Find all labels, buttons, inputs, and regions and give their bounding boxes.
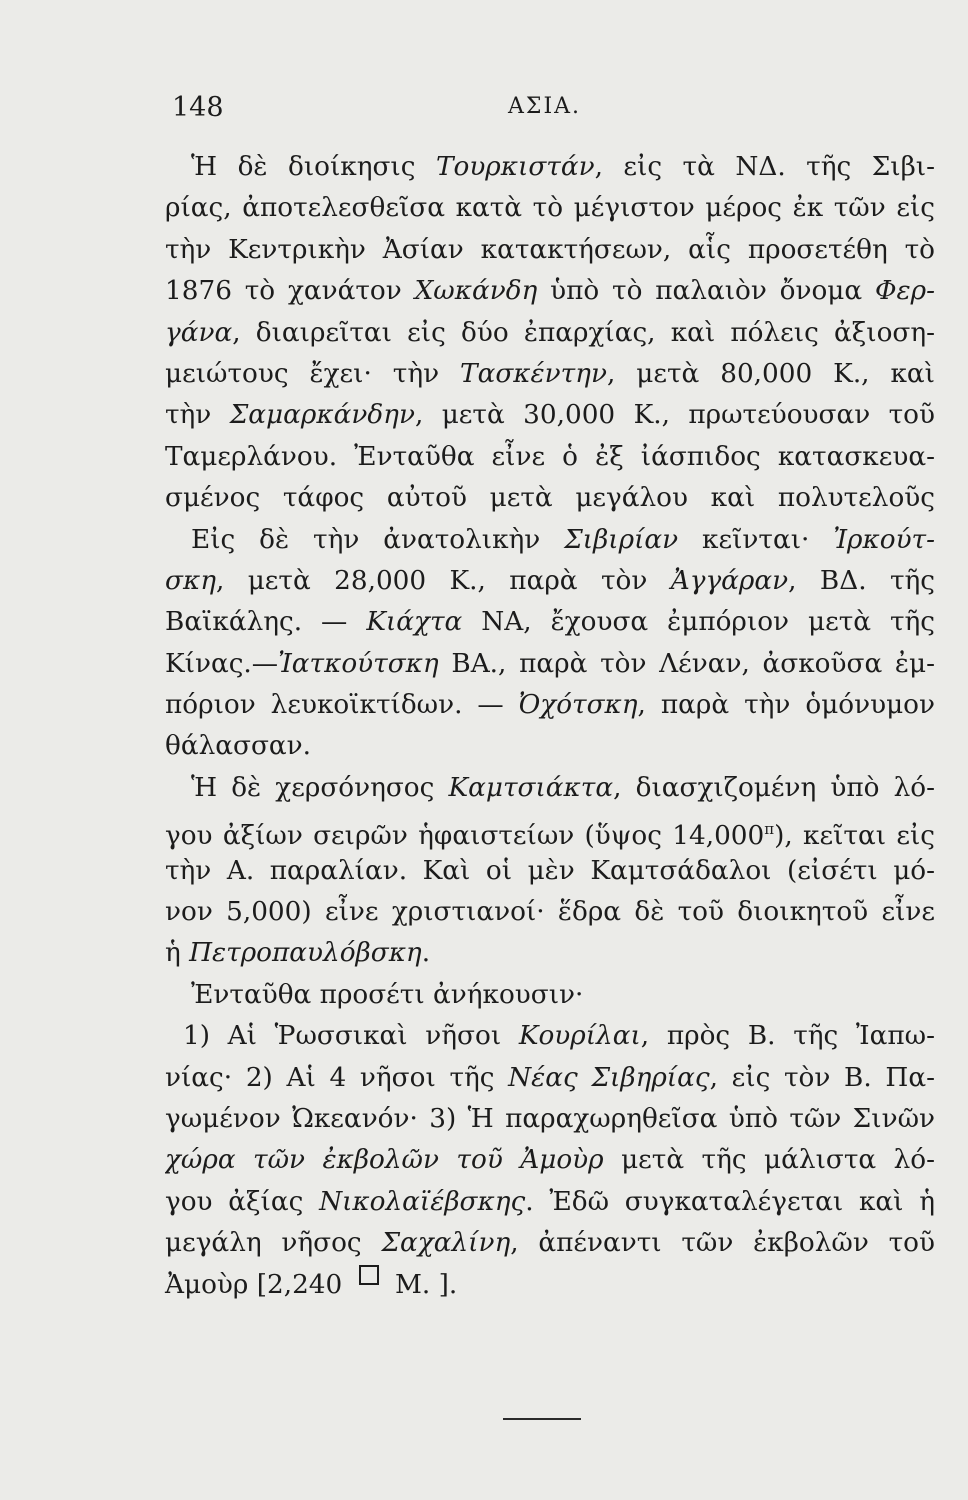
text-run: , διαιρεῖται εἰς δύο ἐπαρχίας, καὶ πόλεις ἀξιοση- — [232, 317, 935, 348]
italic-name: Φερ- — [874, 276, 935, 307]
text-run: ΝΑ, ἔχουσα ἐμπόριον μετὰ τῆς — [462, 607, 935, 638]
italic-name: Πετροπαυλόβσκη — [189, 938, 422, 969]
text-line — [165, 1016, 935, 1057]
text-run: Ἐνταῦθα προσέτι ἀνήκουσιν· — [191, 979, 584, 1010]
text-run: ὑπὸ τὸ παλαιὸν ὄνομα — [537, 276, 875, 307]
text-run: Ἀμοὺρ [2,240 — [165, 1269, 351, 1300]
text-run: Βαϊκάλης. — — [165, 607, 367, 638]
italic-name: Νέας Σιβηρίας — [508, 1062, 710, 1093]
italic-name: Κουρίλαι — [518, 1021, 641, 1052]
text-line — [165, 561, 935, 602]
text-run: μεγάλη νῆσος — [165, 1228, 382, 1259]
text-line — [165, 1265, 935, 1306]
text-line — [165, 520, 935, 561]
text-run: κεῖνται· — [678, 524, 834, 555]
italic-name: Ἰατκούτσκη — [278, 648, 439, 679]
text-run: ἡ — [165, 938, 190, 969]
text-line — [165, 1223, 935, 1264]
text-run: μετὰ τῆς μάλιστα λό- — [603, 1145, 935, 1176]
text-run: ρίας, ἀποτελεσθεῖσα κατὰ τὸ μέγιστον μέρος ἐκ τῶν εἰς — [165, 193, 935, 224]
text-line — [165, 1140, 935, 1181]
text-run: Ἡ δὲ χερσόνησος — [191, 772, 449, 803]
text-run: , εἰς τὸν Β. Πα- — [709, 1062, 935, 1093]
text-run: , ΒΔ. τῆς — [788, 565, 935, 596]
text-line — [165, 892, 935, 933]
text-run: τὴν Α. παραλίαν. Καὶ οἱ μὲν Καμτσάδαλοι (εἰσέτι μό- — [165, 855, 935, 886]
end-rule — [503, 1418, 581, 1420]
italic-name: Ὀχότσκη — [518, 690, 638, 721]
text-line — [165, 437, 935, 478]
italic-name: Νικολαϊέβσκης — [319, 1186, 526, 1217]
text-run: γου ἀξίας — [165, 1186, 320, 1217]
italic-name: Ἰρκούτ- — [833, 524, 935, 555]
text-line — [165, 354, 935, 395]
text-line — [165, 1182, 935, 1223]
text-line — [165, 1058, 935, 1099]
text-line — [165, 768, 935, 809]
text-run: , ἀπέναντι τῶν ἐκβολῶν τοῦ — [510, 1228, 935, 1259]
text-run: ), κεῖται εἰς — [774, 821, 935, 851]
text-run: Μ. ]. — [386, 1269, 458, 1300]
italic-name: Ἀγγάραν — [670, 565, 789, 596]
italic-name: χώρα τῶν ἐκβολῶν τοῦ Ἀμοὺρ — [165, 1145, 604, 1176]
text-line — [165, 644, 935, 685]
text-run: 1876 τὸ χανάτον — [165, 276, 415, 307]
page-number: 148 — [172, 92, 224, 123]
text-run: τὴν Κεντρικὴν Ἀσίαν κατακτήσεων, αἷς προσετέθη τὸ — [165, 234, 935, 265]
text-line — [165, 188, 935, 229]
text-line — [165, 975, 935, 1016]
text-run: , διασχιζομένη ὑπὸ λό- — [613, 772, 935, 803]
italic-name: Τουρκιστάν — [435, 152, 595, 182]
italic-name: Σιβιρίαν — [564, 524, 679, 555]
text-line — [165, 271, 935, 312]
text-run: 1) Αἱ Ῥωσσικαὶ νῆσοι — [183, 1021, 519, 1052]
text-line — [165, 478, 935, 519]
italic-name: Κιάχτα — [366, 607, 463, 638]
text-run: . — [421, 938, 431, 969]
text-run: μειώτους ἔχει· τὴν — [165, 358, 461, 389]
text-line — [165, 313, 935, 354]
text-run: Ἡ δὲ διοίκησις — [191, 152, 436, 182]
italic-name: Καμτσιάκτα — [448, 772, 614, 803]
text-run: , εἰς τὰ ΝΔ. τῆς Σιβι- — [594, 152, 935, 182]
text-run: Κίνας.— — [165, 648, 279, 679]
text-run: νον 5,000) εἶνε χριστιανοί· ἕδρα δὲ τοῦ διοικητοῦ εἶνε — [165, 897, 935, 928]
italic-name: γάνα — [165, 317, 233, 348]
superscript: π — [764, 820, 775, 839]
text-line — [165, 685, 935, 726]
square-symbol-icon — [359, 1265, 379, 1285]
italic-name: σκη — [165, 565, 216, 596]
text-line — [165, 147, 935, 188]
body-text — [165, 147, 935, 1306]
text-run: νίας· 2) Αἱ 4 νῆσοι τῆς — [165, 1062, 509, 1093]
italic-name: Σαμαρκάνδην — [229, 400, 415, 431]
text-line — [165, 395, 935, 436]
text-line — [165, 1099, 935, 1140]
text-line — [165, 851, 935, 892]
text-run: πόριον λευκοϊκτίδων. — — [165, 690, 519, 721]
text-run: , μετὰ 28,000 Κ., παρὰ τὸν — [215, 565, 671, 596]
italic-name: Χωκάνδη — [414, 276, 538, 307]
text-line — [165, 230, 935, 271]
text-run: τὴν — [165, 400, 230, 431]
text-run: , μετὰ 30,000 Κ., πρωτεύουσαν τοῦ — [414, 400, 935, 431]
text-run: γου ἀξίων σειρῶν ἡφαιστείων (ὕψος $14,000^\pi$ — [165, 820, 775, 851]
running-head: ΑΣΙΑ. — [508, 94, 582, 119]
text-run: Ταμερλάνου. Ἐνταῦθα εἶνε ὁ ἐξ ἰάσπιδος κατασκευα- — [165, 441, 935, 472]
italic-name: Σαχαλίνη — [381, 1228, 511, 1259]
text-run: ΒΑ., παρὰ τὸν Λέναν, ἀσκοῦσα ἐμ- — [438, 648, 935, 679]
text-line — [165, 726, 935, 767]
text-line — [165, 602, 935, 643]
italic-name: Τασκέντην — [460, 358, 607, 389]
text-run: γωμένον Ὠκεανόν· 3) Ἡ παραχωρηθεῖσα ὑπὸ τῶν Σινῶν — [165, 1103, 935, 1134]
text-run: , πρὸς Β. τῆς Ἰαπω- — [640, 1021, 935, 1052]
text-line — [165, 933, 935, 974]
text-run: , παρὰ τὴν ὁμόνυμον — [637, 690, 935, 721]
text-run: Εἰς δὲ τὴν ἀνατολικὴν — [191, 524, 565, 555]
text-run: σμένος τάφος αὐτοῦ μετὰ μεγάλου καὶ πολυτελοῦς — [165, 483, 935, 514]
text-run: θάλασσαν. — [165, 731, 312, 762]
text-line — [165, 809, 935, 850]
page-header — [172, 92, 932, 132]
text-run: , μετὰ 80,000 Κ., καὶ — [606, 358, 935, 389]
text-run: . Ἐδῶ συγκαταλέγεται καὶ ἡ — [525, 1186, 935, 1217]
